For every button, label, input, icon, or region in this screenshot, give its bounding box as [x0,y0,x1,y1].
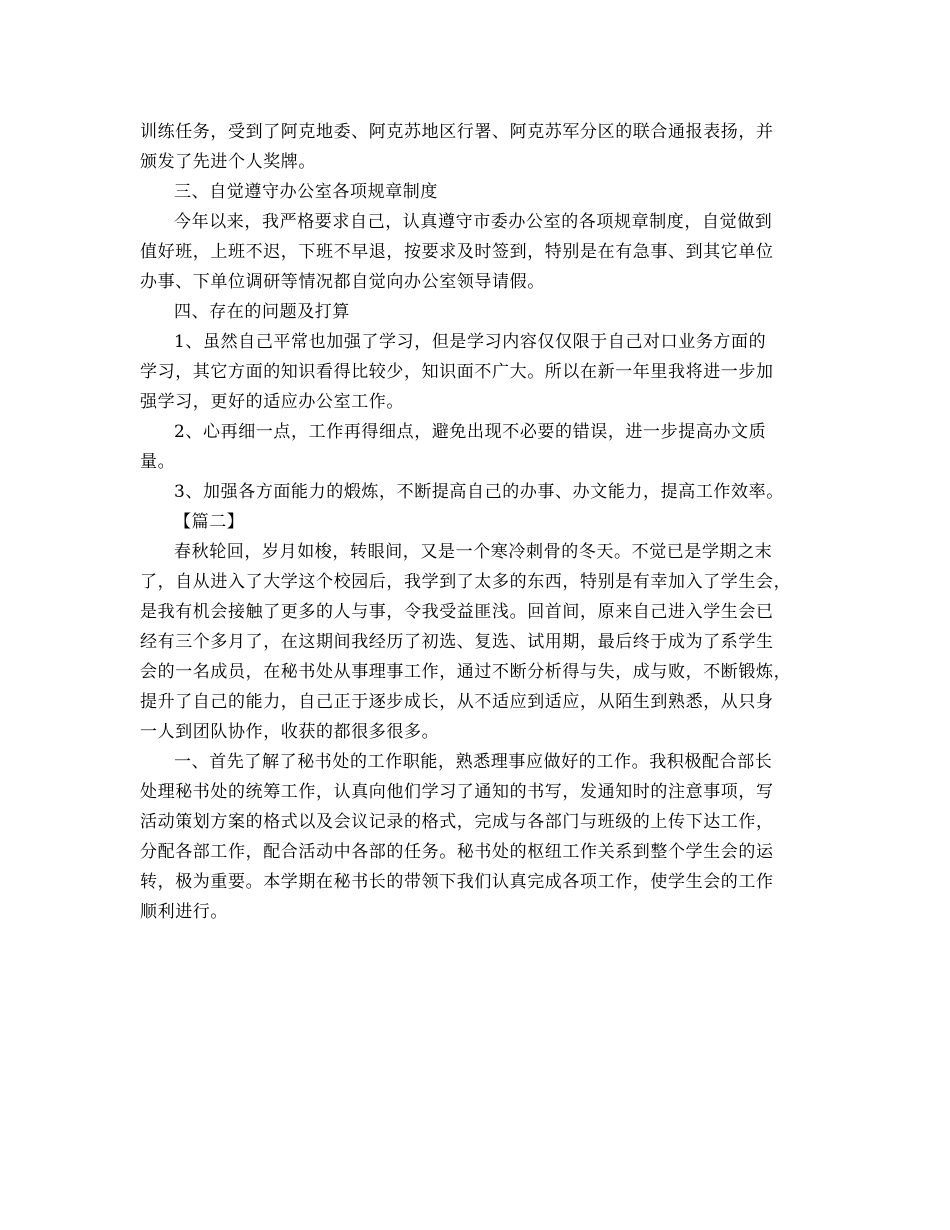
text-line: 【篇二】 [174,512,245,532]
text-line: 会的一名成员，在秘书处从事理事工作，通过不断分析得与失，成与败，不断锻炼， [140,662,792,682]
text-line: 3、加强各方面能力的煅炼，不断提高自己的办事、办文能力，提高工作效率。 [174,482,784,502]
text-line: 2、心再细一点，工作再得细点，避免出现不必要的错误，进一步提高办文质 [174,422,767,442]
text-line: 春秋轮回，岁月如梭，转眼间，又是一个寒冷刺骨的冬天。不觉已是学期之末 [174,542,773,562]
text-line: 提升了自己的能力，自己正于逐步成长，从不适应到适应，从陌生到熟悉，从只身 [140,692,774,712]
text-line: 经有三个多月了，在这期间我经历了初选、复选、试用期，最后终于成为了系学生 [140,632,774,652]
text-line: 今年以来，我严格要求自己，认真遵守市委办公室的各项规章制度，自觉做到 [174,212,773,232]
text-line: 顺利进行。 [140,902,228,922]
text-line: 四、存在的问题及打算 [174,302,350,322]
document-body [140,117,820,927]
text-line: 三、自觉遵守办公室各项规章制度 [174,182,438,202]
text-line: 了，自从进入了大学这个校园后，我学到了太多的东西，特别是有幸加入了学生会， [140,572,792,592]
text-line: 强学习，更好的适应办公室工作。 [140,392,404,412]
text-line: 值好班，上班不迟，下班不早退，按要求及时签到，特别是在有急事、到其它单位 [140,242,774,262]
text-line: 办事、下单位调研等情况都自觉向办公室领导请假。 [140,272,545,292]
text-line: 量。 [140,452,176,472]
text-line: 训练任务，受到了阿克地委、阿克苏地区行署、阿克苏军分区的联合通报表扬，并 [140,122,774,142]
text-line: 1、虽然自己平常也加强了学习，但是学习内容仅仅限于自己对口业务方面的 [174,332,767,352]
text-line: 分配各部工作，配合活动中各部的任务。秘书处的枢纽工作关系到整个学生会的运 [140,842,774,862]
text-line: 一人到团队协作，收获的都很多很多。 [140,722,440,742]
text-line: 颁发了先进个人奖牌。 [140,152,316,172]
text-line: 活动策划方案的格式以及会议记录的格式，完成与各部门与班级的上传下达工作， [140,812,774,832]
text-line: 学习，其它方面的知识看得比较少，知识面不广大。所以在新一年里我将进一步加 [140,362,774,382]
text-line: 一、首先了解了秘书处的工作职能，熟悉理事应做好的工作。我积极配合部长 [174,752,773,772]
text-line: 是我有机会接触了更多的人与事，令我受益匪浅。回首间，原来自己进入学生会已 [140,602,774,622]
text-line: 转，极为重要。本学期在秘书长的带领下我们认真完成各项工作，使学生会的工作 [140,872,774,892]
text-line: 处理秘书处的统筹工作，认真向他们学习了通知的书写，发通知时的注意事项，写 [140,782,774,802]
